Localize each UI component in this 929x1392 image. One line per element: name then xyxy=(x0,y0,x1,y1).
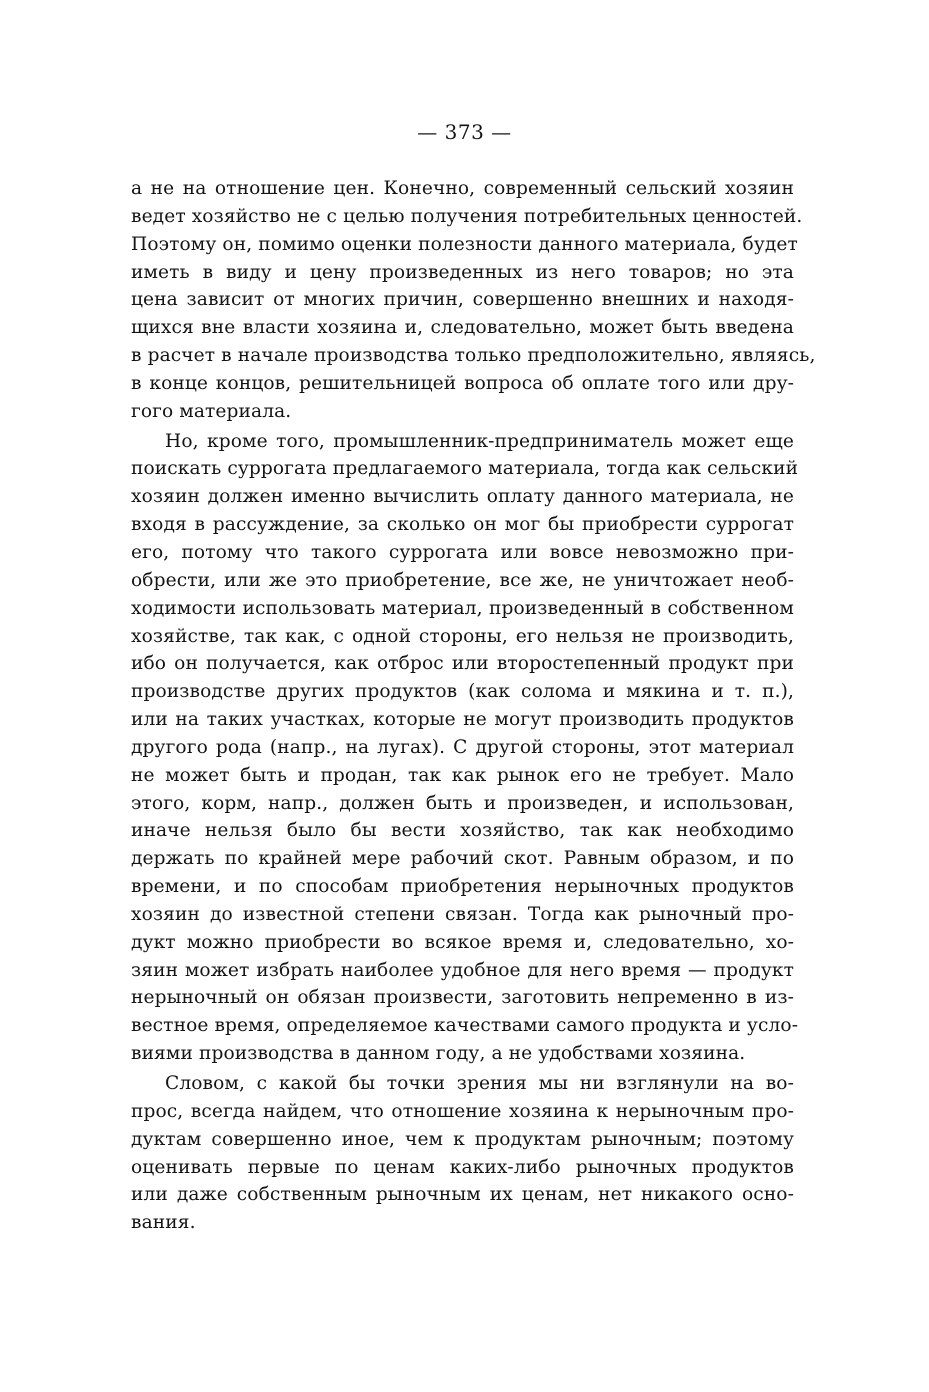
text-line: этого, корм, напр., должен быть и произведен, и использован, xyxy=(131,792,794,814)
text-line: производстве других продуктов (как солома и мякина и т. п.), xyxy=(131,681,794,703)
text-line: поискать суррогата предлагаемого материала, тогда как сельский xyxy=(131,458,799,480)
text-line: нерыночный он обязан произвести, заготовить непременно в из- xyxy=(131,987,794,1009)
text-line: в конце концов, решительницей вопроса об оплате того или дру- xyxy=(131,372,794,394)
page-number: — 373 — xyxy=(417,120,512,144)
paragraph-1 xyxy=(131,175,816,426)
paragraph-3 xyxy=(131,1070,794,1237)
paragraph-2 xyxy=(131,428,799,1068)
text-line: вестное время, определяемое качествами самого продукта и усло- xyxy=(131,1015,799,1037)
text-line: щихся вне власти хозяина и, следовательно, может быть введена xyxy=(131,317,794,339)
text-line: иметь в виду и цену произведенных из него товаров; но эта xyxy=(131,261,794,283)
text-line: а не на отношение цен. Конечно, современный сельский хозяин xyxy=(131,178,794,199)
text-line: хозяйстве, так как, с одной стороны, его нельзя не производить, xyxy=(131,625,794,647)
text-line: вания. xyxy=(131,1212,196,1234)
text-line: хозяин до известной степени связан. Тогда как рыночный про- xyxy=(131,903,794,925)
text-line: зяин может избрать наиболее удобное для него время — продукт xyxy=(131,959,794,981)
text-line: виями производства в данном году, а не удобствами хозяина. xyxy=(131,1043,746,1065)
text-line: иначе нельзя было бы вести хозяйство, так как необходимо xyxy=(131,820,794,842)
text-line: держать по крайней мере рабочий скот. Равным образом, и по xyxy=(131,848,794,870)
text-line: его, потому что такого суррогата или вовсе невозможно при- xyxy=(131,541,794,563)
text-line: прос, всегда найдем, что отношение хозяина к нерыночным про- xyxy=(131,1100,794,1122)
text-line: дуктам совершенно иное, чем к продуктам рыночным; поэтому xyxy=(131,1128,794,1150)
text-line: цена зависит от многих причин, совершенно внешних и находя- xyxy=(131,289,794,311)
text-line: ходимости использовать материал, произведенный в собственном xyxy=(131,597,794,619)
text-line: Словом, с какой бы точки зрения мы ни взглянули на во- xyxy=(165,1073,794,1094)
text-line: Поэтому он, помимо оценки полезности данного материала, будет xyxy=(131,233,798,255)
text-line: не может быть и продан, так как рынок его не требует. Мало xyxy=(131,764,794,786)
text-line: дукт можно приобрести во всякое время и, следовательно, хо- xyxy=(131,931,794,953)
text-line: ведет хозяйство не с целью получения потребительных ценностей. xyxy=(131,205,803,227)
text-line: Но, кроме того, промышленник-предприниматель может еще xyxy=(165,430,794,452)
text-line: другого рода (напр., на лугах). С другой стороны, этот материал xyxy=(131,736,794,758)
text-line: гого материала. xyxy=(131,400,292,422)
text-line: хозяин должен именно вычислить оплату данного материала, не xyxy=(131,486,794,508)
text-line: или на таких участках, которые не могут производить продуктов xyxy=(131,709,794,731)
text-line: обрести, или же это приобретение, все же, не уничтожает необ- xyxy=(131,569,794,591)
body-text xyxy=(131,175,816,1237)
text-line: в расчет в начале производства только предположительно, являясь, xyxy=(131,345,816,367)
text-line: ибо он получается, как отброс или второстепенный продукт при xyxy=(131,653,794,675)
text-line: оценивать первые по ценам каких-либо рыночных продуктов xyxy=(131,1156,794,1178)
text-line: или даже собственным рыночным их ценам, нет никакого осно- xyxy=(131,1184,794,1206)
text-line: времени, и по способам приобретения нерыночных продуктов xyxy=(131,876,794,898)
text-line: входя в рассуждение, за сколько он мог бы приобрести суррогат xyxy=(131,514,794,536)
